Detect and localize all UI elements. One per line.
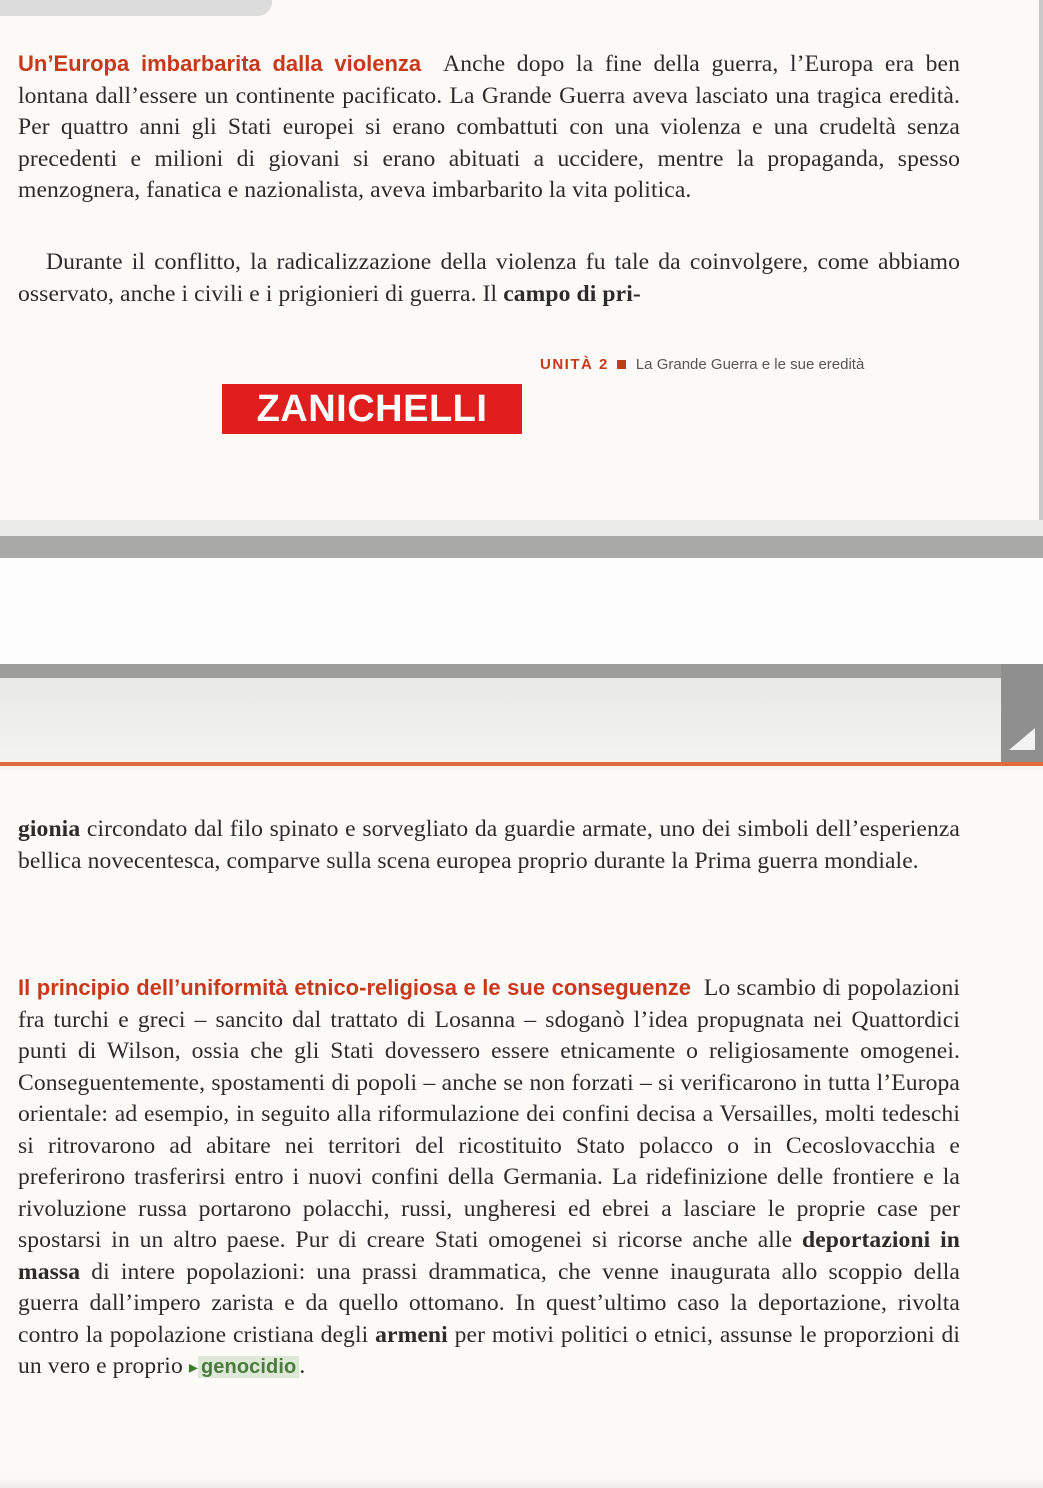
key-term: gionia [18, 816, 81, 842]
page-gap-band [0, 664, 1043, 678]
section-heading: Un’Europa imbarbarita dalla violenza [18, 51, 422, 76]
publisher-logo: ZANICHELLI [222, 384, 522, 434]
key-term: deportazioni in massa [18, 1227, 961, 1285]
paragraph-text: circondato dal filo spinato e sorvegliato da guardie armate, uno dei simboli dell’esperienza bellica novecentesca, comparve sulla scena europea proprio durante la Prima guerra mondiale. [18, 816, 960, 874]
glossary-arrow-icon: ▸ [188, 1357, 198, 1377]
paragraph-text: di intere popolazioni: una prassi drammatica, che venne inaugurata allo scoppio della guerra dall’impero zarista e da quello ottomano. In quest’ultimo caso la deportazione, rivolta contro la popolazione cristiana degli [18, 1258, 961, 1348]
paragraph-europa-imbarbarita [18, 48, 960, 207]
page-corner-flap-icon [1009, 728, 1035, 750]
page-bottom-shadow [0, 1478, 1043, 1488]
top-edge-tab [0, 0, 272, 16]
paragraph-uniformita-etnico-religiosa [18, 972, 960, 1384]
page-gap-band [0, 536, 1043, 558]
top-book-page [0, 0, 1043, 520]
section-heading: Il principio dell’uniformità etnico-religiosa e le sue conseguenze [18, 975, 692, 1000]
paragraph-text: Lo scambio di popolazioni fra turchi e greci – sancito dal trattato di Losanna – sdoganò l’idea propugnata nei Quattordici punti di Wilson, ossia che gli Stati dovessero essere etnicamente o religiosamente omogenei. Conseguentemente, spostamenti di popoli – anche se non forzati – si verificarono in tutta l’Europa orientale: ad esempio, in seguito alla riformulazione dei confini decisa a Versailles, molti tedeschi si ritrovarono ad abitare nei territori del ricostituito Stato polacco o in Cecoslovacchia e preferirono trasferirsi entro i nuovi confini della Germania. La ridefinizione delle frontiere e la rivoluzione russa portarono polacchi, russi, ungheresi ed ebrei a lasciare le proprie case per spostarsi in un altro paese. Pur di creare Stati omogenei si ricorse anche alle [18, 975, 961, 1253]
page-gap-blank [0, 558, 1043, 664]
page-right-edge [1039, 0, 1043, 520]
glossary-link[interactable]: genocidio [198, 1356, 299, 1378]
square-bullet-icon [617, 360, 626, 369]
end-punctuation: . [299, 1353, 306, 1379]
key-term: armeni [375, 1321, 448, 1348]
unit-label: UNITÀ 2 [540, 356, 609, 373]
paragraph-text: Anche dopo la fine della guerra, l’Europa era ben lontana dall’essere un continente pacificato. La Grande Guerra aveva lasciato una tragica eredità. Per quattro anni gli Stati europei si erano combattuti con una violenza e una crudeltà senza precedenti e milioni di giovani si erano abituati a uccidere, mentre la propaganda, spesso menzognera, fanatica e nazionalista, aveva imbarbarito la vita politica. [18, 51, 960, 203]
key-term: campo di pri- [503, 280, 641, 307]
unit-title: La Grande Guerra e le sue eredità [635, 356, 865, 373]
paragraph-conflitto [18, 247, 960, 310]
page-gap-light [0, 678, 1043, 760]
bottom-book-page [0, 770, 1043, 1488]
orange-rule [0, 762, 1043, 766]
running-header [540, 356, 864, 373]
paragraph-text: Durante il conflitto, la radicalizzazione della violenza fu tale da coinvolgere, come abbiamo osservato, anche i civili e i prigionieri di guerra. Il [18, 249, 960, 307]
paragraph-campo-di-prigionia [18, 814, 960, 877]
paragraph-text: per motivi politici o etnici, assunse le proporzioni di un vero e proprio [18, 1321, 961, 1379]
page-gap-shadow [0, 520, 1043, 536]
page-corner-block [1001, 664, 1043, 766]
